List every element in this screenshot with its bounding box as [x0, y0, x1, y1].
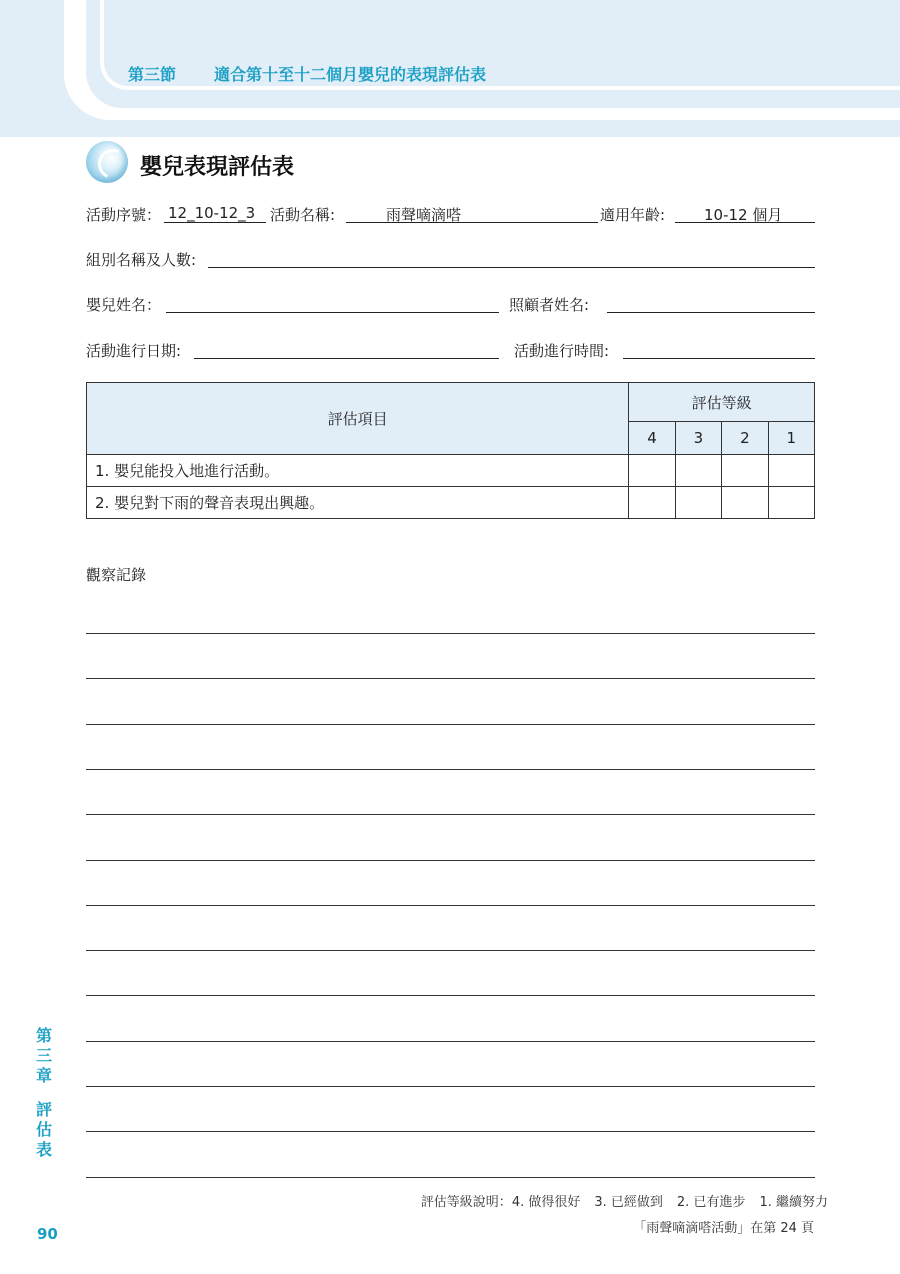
chapter-char: 估	[35, 1120, 52, 1139]
observation-line[interactable]	[86, 1041, 815, 1042]
grade-cell[interactable]	[675, 487, 721, 519]
observation-label: 觀察記錄	[86, 566, 147, 584]
carer-name-label: 照顧者姓名:	[509, 296, 590, 314]
grade-cell[interactable]	[629, 455, 675, 487]
activity-name-field[interactable]	[346, 204, 598, 223]
legend-label: 評估等級說明：	[420, 1195, 512, 1210]
legend-item: 4. 做得很好	[511, 1195, 581, 1210]
chapter-tab	[34, 1026, 54, 1160]
age-field[interactable]	[675, 204, 815, 223]
observation-line[interactable]	[86, 995, 815, 996]
chapter-label	[34, 1026, 54, 1086]
grade-header: 評估等級	[629, 383, 815, 422]
time-label: 活動進行時間:	[514, 342, 610, 360]
grade-cell[interactable]	[722, 487, 768, 519]
legend-item: 1. 繼續努力	[759, 1195, 828, 1210]
grade-cell[interactable]	[722, 455, 768, 487]
grade-legend	[421, 1191, 828, 1210]
chapter-char: 評	[35, 1100, 52, 1119]
grade-2-header: 2	[722, 422, 768, 455]
row-item-label: 2. 嬰兒對下雨的聲音表現出興趣。	[87, 487, 629, 519]
age-label: 適用年齡:	[600, 206, 666, 224]
row-item-label: 1. 嬰兒能投入地進行活動。	[87, 455, 629, 487]
baby-name-label: 嬰兒姓名：	[86, 296, 162, 314]
chapter-char: 表	[35, 1140, 52, 1159]
observation-line[interactable]	[86, 1086, 815, 1087]
page-number: 90	[37, 1225, 58, 1243]
observation-line[interactable]	[86, 814, 815, 815]
legend-item: 2. 已有進步	[676, 1195, 746, 1210]
time-field[interactable]	[623, 340, 815, 359]
grade-cell[interactable]	[675, 455, 721, 487]
group-label: 組別名稱及人數:	[86, 251, 197, 269]
activity-name-value: 雨聲嘀滴嗒	[386, 206, 462, 224]
evaluation-table	[86, 382, 815, 519]
age-value: 10-12 個月	[704, 206, 783, 224]
grade-1-header: 1	[768, 422, 814, 455]
observation-line[interactable]	[86, 678, 815, 679]
observation-line[interactable]	[86, 769, 815, 770]
activity-no-label: 活動序號：	[86, 206, 162, 224]
activity-no-value: 12_10-12_3	[168, 204, 256, 222]
table-row	[87, 487, 815, 519]
activity-name-label: 活動名稱:	[270, 206, 336, 224]
carer-name-field[interactable]	[607, 294, 815, 313]
observation-line[interactable]	[86, 633, 815, 634]
form-title: 嬰兒表現評估表	[140, 155, 295, 180]
baby-name-field[interactable]	[166, 294, 499, 313]
activity-no-field[interactable]	[164, 204, 266, 223]
grade-3-header: 3	[675, 422, 721, 455]
section-label: 第三節	[128, 65, 177, 84]
observation-line[interactable]	[86, 724, 815, 725]
chapter-char: 三	[35, 1046, 52, 1065]
table-row	[87, 455, 815, 487]
grade-4-header: 4	[629, 422, 675, 455]
observation-line[interactable]	[86, 905, 815, 906]
observation-line[interactable]	[86, 950, 815, 951]
legend-item: 3. 已經做到	[594, 1195, 663, 1210]
date-label: 活動進行日期:	[86, 342, 182, 360]
section-title: 適合第十至十二個月嬰兒的表現評估表	[214, 65, 487, 84]
grade-cell[interactable]	[629, 487, 675, 519]
chapter-char: 第	[35, 1026, 52, 1045]
item-header: 評估項目	[87, 383, 629, 455]
date-field[interactable]	[194, 340, 499, 359]
chapter-char: 章	[35, 1066, 52, 1085]
observation-line[interactable]	[86, 1131, 815, 1132]
observation-line[interactable]	[86, 860, 815, 861]
activity-reference: 「雨聲嘀滴嗒活動」在第 24 頁	[633, 1221, 814, 1236]
grade-cell[interactable]	[768, 487, 814, 519]
observation-line[interactable]	[86, 1177, 815, 1178]
chapter-title	[34, 1100, 54, 1160]
group-field[interactable]	[208, 249, 815, 268]
grade-cell[interactable]	[768, 455, 814, 487]
